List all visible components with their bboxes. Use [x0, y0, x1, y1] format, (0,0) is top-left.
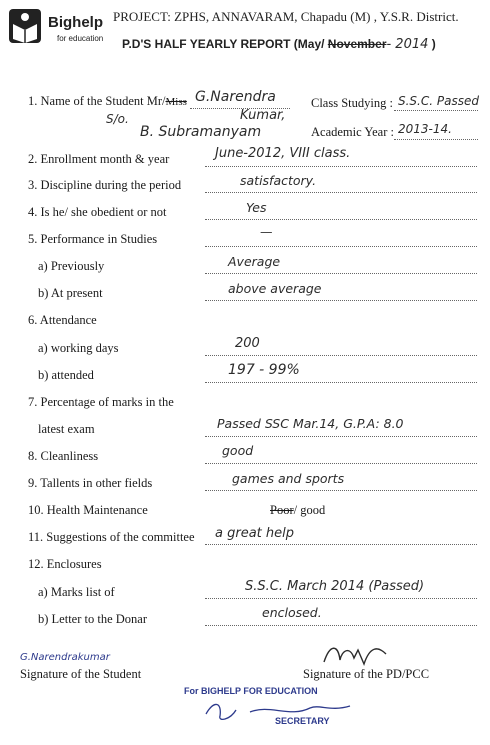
enroll-value: June-2012, VIII class.	[215, 146, 351, 161]
report-title-suffix: )	[428, 37, 436, 51]
attended-value: 197 - 99%	[228, 362, 300, 378]
enroll-label: 2. Enrollment month & year	[28, 152, 170, 166]
year-label: Academic Year :	[311, 125, 394, 139]
health-value	[270, 503, 325, 518]
attendance-label: 6. Attendance	[28, 313, 97, 327]
marks-label: 7. Percentage of marks in the	[28, 395, 174, 409]
marks-list-value: S.S.C. March 2014 (Passed)	[245, 579, 425, 594]
talents-value: games and sports	[232, 471, 345, 486]
bighelp-logo-icon	[8, 8, 42, 44]
brand-name: Bighelp	[48, 14, 103, 31]
pd-signature-label: Signature of the PD/PCC	[303, 667, 430, 681]
name-label	[28, 94, 187, 109]
brand-subtitle: for education	[57, 34, 104, 43]
suggestions-value: a great help	[215, 526, 294, 541]
stamp-top-text: For BIGHELP FOR EDUCATION	[184, 686, 318, 696]
report-title-prefix: P.D'S HALF YEARLY REPORT (May/	[122, 37, 328, 51]
father-value: B. Subramanyam	[140, 124, 262, 140]
health-value-struck: Poor	[270, 503, 294, 517]
present-label: b) At present	[38, 286, 103, 300]
year-value: 2013-14.	[398, 122, 452, 136]
discipline-label: 3. Discipline during the period	[28, 178, 182, 192]
performance-label: 5. Performance in Studies	[28, 232, 158, 246]
stamp-bottom-text: SECRETARY	[275, 716, 330, 726]
attended-label: b) attended	[38, 368, 94, 382]
report-title	[122, 37, 436, 52]
report-title-struck: November	[327, 37, 387, 51]
previously-value: Average	[228, 254, 281, 269]
marks-value: Passed SSC Mar.14, G.P.A: 8.0	[217, 416, 404, 431]
student-signature: G.Narendrakumar	[20, 652, 110, 663]
cleanliness-value: good	[222, 443, 254, 458]
health-value-text: / good	[293, 503, 326, 517]
name-value: G.Narendra	[195, 89, 276, 105]
marks-label-2: latest exam	[38, 422, 95, 436]
cleanliness-label: 8. Cleanliness	[28, 449, 99, 463]
name-label-text: 1. Name of the Student Mr/	[28, 94, 166, 108]
present-value: above average	[228, 281, 322, 296]
student-signature-label: Signature of the Student	[20, 667, 142, 681]
letter-label: b) Letter to the Donar	[38, 612, 147, 626]
class-value: S.S.C. Passed	[398, 94, 479, 108]
letter-value: enclosed.	[262, 605, 322, 620]
report-year: - 2014	[386, 37, 429, 52]
working-days-label: a) working days	[38, 341, 119, 355]
obedient-value: Yes	[246, 200, 267, 215]
obedient-label: 4. Is he/ she obedient or not	[28, 205, 167, 219]
previously-label: a) Previously	[38, 259, 105, 273]
so-label: S/o.	[106, 112, 129, 126]
marks-list-label: a) Marks list of	[38, 585, 115, 599]
enclosures-label: 12. Enclosures	[28, 557, 102, 571]
suggestions-label: 11. Suggestions of the committee	[28, 530, 195, 544]
discipline-value: satisfactory.	[240, 173, 317, 188]
name-value-2: Kumar,	[240, 108, 286, 123]
name-label-struck: Miss	[165, 96, 187, 108]
working-days-value: 200	[235, 336, 260, 351]
talents-label: 9. Tallents in other fields	[28, 476, 153, 490]
project-title: PROJECT: ZPHS, ANNAVARAM, Chapadu (M) , Y.S.R. District.	[113, 9, 459, 24]
performance-value: —	[260, 224, 273, 239]
health-label: 10. Health Maintenance	[28, 503, 148, 517]
class-label: Class Studying :	[311, 96, 393, 110]
